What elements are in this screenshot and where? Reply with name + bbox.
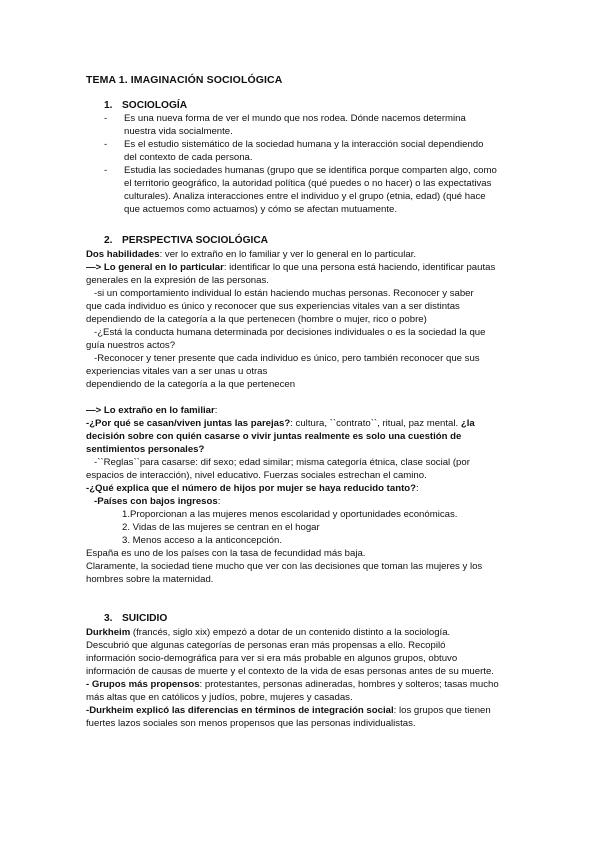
bullet-item: - Es el estudio sistemático de la sociedad humana y la interacción social dependiendo del contexto de cada persona. — [104, 139, 484, 163]
paragraph-line: información de causas de muerte y el contexto de la vida de esas personas antes de su muerte. — [86, 666, 494, 677]
paragraph-line: más altas que en católicos y judíos, pobre, mujeres y casadas. — [86, 692, 353, 703]
paragraph-line: -Durkheim explicó las diferencias en términos de integración social: los grupos que tienen — [86, 705, 491, 716]
paragraph-line: -¿Está la conducta humana determinada por decisiones individuales o es la sociedad la que — [94, 327, 486, 338]
paragraph-line: información socio-demográfica para ver si era más probable en algunos grupos, obtuvo — [86, 653, 458, 664]
paragraph-line: Descubrió que algunas categorías de personas eran más propensas a ello. Recopiló — [86, 640, 446, 651]
paragraph-line: Dos habilidades: ver lo extraño en lo familiar y ver lo general en lo particular. — [86, 249, 417, 260]
paragraph-line: —> Lo extraño en lo familiar: — [86, 405, 218, 416]
section-2-body — [86, 248, 526, 586]
numbered-item: 2. Vidas de las mujeres se centran en el hogar — [122, 522, 320, 533]
section-number: 2. — [104, 235, 113, 246]
paragraph-line: dependiendo de la categoría a la que pertenecen (hombre o mujer, rico o pobre) — [86, 314, 427, 325]
numbered-item: 3. Menos acceso a la anticoncepción. — [122, 535, 282, 546]
paragraph-line: guía nuestros actos? — [86, 340, 176, 351]
paragraph-line: Durkheim (francés, siglo xix) empezó a dotar de un contenido distinto a la sociología. — [86, 627, 451, 638]
paragraph-line: -¿Qué explica que el número de hijos por mujer se haya reducido tanto?: — [86, 483, 419, 494]
section-title: PERSPECTIVA SOCIOLÓGICA — [122, 235, 269, 246]
paragraph-line: fuertes lazos sociales son menos propensos que las personas individualistas. — [86, 718, 416, 729]
paragraph-line: sentimientos personales? — [86, 444, 205, 455]
section-number: 3. — [104, 613, 113, 624]
paragraph-line: generales en la expresión de las personas. — [86, 275, 269, 286]
section-1-bullets — [104, 112, 524, 216]
paragraph-line: -Países con bajos ingresos: — [94, 496, 221, 507]
paragraph-line: que cada individuo es único y reconocer que sus experiencias vitales van a ser distintas — [86, 301, 460, 312]
paragraph-line: dependiendo de la categoría a la que pertenecen — [86, 379, 296, 390]
paragraph-line: - Grupos más propensos: protestantes, personas adineradas, hombres y solteros; tasas mucho — [86, 679, 499, 690]
section-3-body — [86, 626, 526, 730]
paragraph-line: -``Reglas``para casarse: dif sexo; edad similar; misma categoría étnica, clase social (por — [94, 457, 470, 468]
section-title: SUICIDIO — [122, 613, 168, 624]
bullet-item: - Es una nueva forma de ver el mundo que nos rodea. Dónde nacemos determina nuestra vida socialmente. — [104, 113, 466, 137]
paragraph-line: —> Lo general en lo particular: identificar lo que una persona está haciendo, identificar pautas — [86, 262, 496, 273]
paragraph-line: -¿Por qué se casan/viven juntas las parejas?: cultura, ``contrato``, ritual, paz mental. ¿la — [86, 418, 475, 429]
section-2-heading — [104, 234, 268, 247]
section-1-heading — [104, 99, 187, 112]
section-number: 1. — [104, 100, 113, 111]
blank-line — [86, 391, 526, 404]
numbered-item: 1.Proporcionan a las mujeres menos escolaridad y oportunidades económicas. — [122, 509, 458, 520]
paragraph-line: hombres sobre la maternidad. — [86, 574, 214, 585]
document-title: TEMA 1. IMAGINACIÓN SOCIOLÓGICA — [86, 74, 283, 86]
paragraph-line: experiencias vitales van a ser unas u otras — [86, 366, 268, 377]
paragraph-line: España es uno de los países con la tasa de fecundidad más baja. — [86, 548, 366, 559]
paragraph-line: -Reconocer y tener presente que cada individuo es único, pero también reconocer que sus — [94, 353, 480, 364]
section-3-heading — [104, 612, 167, 625]
paragraph-line: espacios de interacción), nivel educativo. Fuerzas sociales estrechan el camino. — [86, 470, 427, 481]
section-title: SOCIOLOGÍA — [122, 100, 188, 111]
paragraph-line: Claramente, la sociedad tiene mucho que ver con las decisiones que toman las mujeres y los — [86, 561, 483, 572]
paragraph-line: decisión sobre con quién casarse o vivir juntas realmente es solo una cuestión de — [86, 431, 462, 442]
bullet-item: - Estudia las sociedades humanas (grupo que se identifica porque comparten algo, como el territorio geográfico, la autoridad política (qué puedes o no hacer) o las expectativas culturales). Analiza interacciones entre el individuo y el grupo (etnia, edad) (qué hace que actuemos como actuamos) y cómo se afectan mutuamente. — [104, 165, 497, 215]
paragraph-line: -si un comportamiento individual lo están haciendo muchas personas. Reconocer y saber — [94, 288, 474, 299]
